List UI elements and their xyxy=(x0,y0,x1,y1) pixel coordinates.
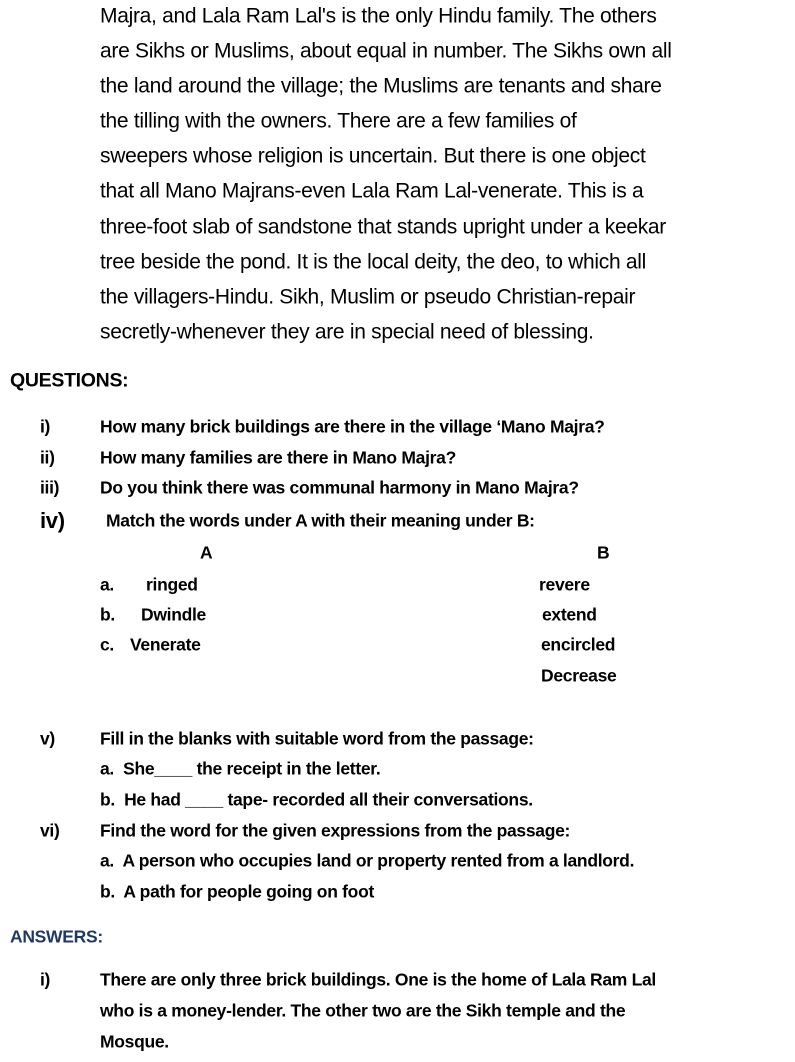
passage-line: the tilling with the owners. There are a few families of xyxy=(100,109,577,133)
match-b-word: revere xyxy=(539,574,590,595)
question-text: How many brick buildings are there in the village ‘Mano Majra? xyxy=(100,416,605,437)
passage-line: sweepers whose religion is uncertain. But there is one object xyxy=(100,144,646,168)
passage-line: the land around the village; the Muslims are tenants and share xyxy=(100,74,662,98)
blank-item: a. She____ the receipt in the letter. xyxy=(100,758,381,779)
answer-number: i) xyxy=(40,969,51,990)
questions-heading: QUESTIONS: xyxy=(10,369,129,392)
question-text: Do you think there was communal harmony in Mano Majra? xyxy=(100,477,579,498)
passage-line: tree beside the pond. It is the local deity, the deo, to which all xyxy=(100,250,646,274)
blank-item: b. He had ____ tape- recorded all their conversations. xyxy=(100,789,533,810)
match-a-label: a. xyxy=(100,574,114,595)
answer-line: There are only three brick buildings. One is the home of Lala Ram Lal xyxy=(100,969,656,990)
passage-line: secretly-whenever they are in special need of blessing. xyxy=(100,320,594,344)
match-b-word: Decrease xyxy=(541,665,617,686)
question-number: vi) xyxy=(40,820,60,841)
question-number: v) xyxy=(40,728,55,749)
expression-item: a. A person who occupies land or property rented from a landlord. xyxy=(100,850,635,871)
answer-line: Mosque. xyxy=(100,1031,169,1052)
match-a-word: ringed xyxy=(146,574,198,595)
expression-item: b. A path for people going on foot xyxy=(100,881,374,902)
passage-line: the villagers-Hindu. Sikh, Muslim or pseudo Christian-repair xyxy=(100,285,636,309)
question-text: How many families are there in Mano Majra? xyxy=(100,447,456,468)
question-number: i) xyxy=(40,416,51,437)
answer-line: who is a money-lender. The other two are the Sikh temple and the xyxy=(100,1000,626,1021)
passage-line: three-foot slab of sandstone that stands upright under a keekar xyxy=(100,215,666,239)
question-number: iv) xyxy=(40,508,65,533)
passage-line: Majra, and Lala Ram Lal's is the only Hindu family. The others xyxy=(100,4,657,28)
answers-heading: ANSWERS: xyxy=(10,926,103,947)
match-a-label: c. xyxy=(100,634,114,655)
match-b-word: encircled xyxy=(541,634,616,655)
passage-line: that all Mano Majrans-even Lala Ram Lal-venerate. This is a xyxy=(100,179,644,203)
question-text: Fill in the blanks with suitable word from the passage: xyxy=(100,728,534,749)
match-b-word: extend xyxy=(542,604,597,625)
question-number: iii) xyxy=(40,477,60,498)
question-text: Find the word for the given expressions from the passage: xyxy=(100,820,571,841)
match-a-word: Dwindle xyxy=(141,604,206,625)
match-a-word: Venerate xyxy=(130,634,201,655)
column-b-header: B xyxy=(597,542,610,563)
question-text: Match the words under A with their meaning under B: xyxy=(106,510,535,531)
question-number: ii) xyxy=(40,447,55,468)
column-a-header: A xyxy=(200,542,213,563)
match-a-label: b. xyxy=(100,604,115,625)
passage-line: are Sikhs or Muslims, about equal in number. The Sikhs own all xyxy=(100,39,672,63)
